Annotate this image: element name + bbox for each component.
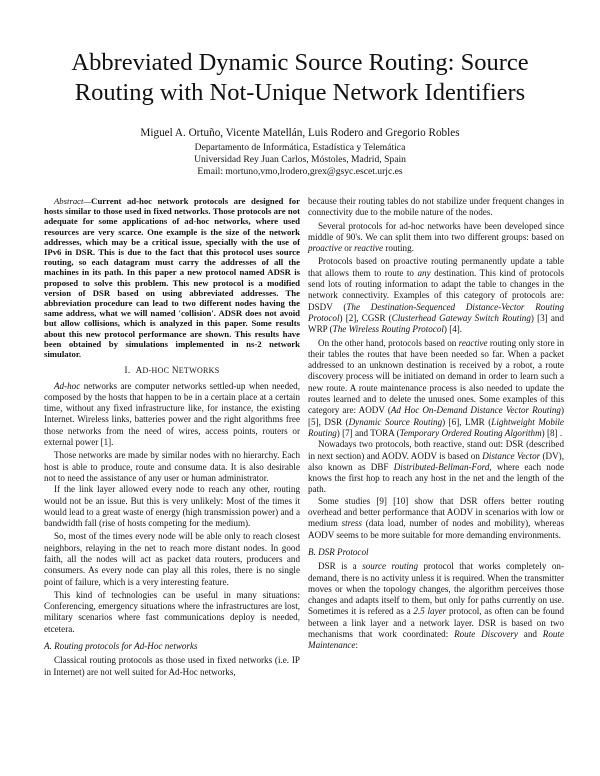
paragraph: Ad-hoc networks are computer networks settled-up when needed, composed by the hosts that happen to be in a certain place at a certain time, without any fixed infrastructure like, for instance, the existing Internet. Wireless links, batteries power and the right algorithms free those networks from the need of wires, access points, routers or external power [1].	[44, 380, 300, 448]
paragraph: If the link layer allowed every node to reach any other, routing would not be an issue. But this is very unlikely: Most of the times it would lead to a great waste of energy (high transmission power) and a bandwidth fall (rise of hosts competing for the medium).	[44, 484, 300, 529]
affiliation-department: Departamento de Informática, Estadística y Telemática	[194, 142, 406, 153]
paragraph: This kind of technologies can be useful in many situations: Conferencing, emergency situations where the infrastructures are lost, military scenarios where fast communications deploy is needed, etcetera.	[44, 589, 300, 634]
affiliation-university: Universidad Rey Juan Carlos, Móstoles, Madrid, Spain	[194, 154, 406, 166]
section-heading-1: I. AD-HOC NETWORKS	[124, 365, 220, 376]
abstract	[44, 196, 300, 359]
left-column	[44, 196, 300, 678]
paragraph: On the other hand, protocols based on reactive routing only store in their tables the routes that have been needed so far. When a packet addressed to an unknown destination is received by a robot, a route discovery process will be initiated on demand in order to learn such a new route. A route maintenance process is also needed to update the routes learned and to delete the unused ones. Some examples of this category are: AODV (Ad Hoc On-Demand Distance Vector Routing) [5], DSR (Dynamic Source Routing) [6], LMR (Lightweight Mobile Routing) [7] and TORA (Temporary Ordered Routing Algorithm) [8] .	[308, 337, 564, 438]
title-line-1: Abbreviated Dynamic Source Routing: Source	[71, 49, 529, 76]
right-column	[308, 196, 564, 652]
subsection-heading-b: B. DSR Protocol	[308, 546, 369, 557]
title-line-2: Routing with Not-Unique Network Identifiers	[74, 79, 526, 106]
abstract-text: Current ad-hoc network protocols are designed for hosts similar to those used in fixed networks. Those protocols are not adequate for some applications of ad-hoc networks, where used resources are very scarce. One example is the size of the network addresses, which may be a critical issue, specially with the use of IPv6 in DSR. This is due to the fact that this protocol uses source routing, so each datagram must carry the addresses of all the machines in its path. In this paper a new protocol named ADSR is proposed to solve this problem. This new protocol is a modified version of DSR based on using abbreviated addresses. The abbreviation procedure can lead to two different nodes having the same address, what we will named 'collision'. ADSR does not avoid but allow collisions, which is analyzed in this paper. Some results about this new protocol performance are shown. This results have been obtained by simulations implemented in ns-2 network simulator.	[44, 196, 300, 360]
abstract-lead: Abstract—	[54, 196, 92, 206]
paragraph: Several protocols for ad-hoc networks have been developed since middle of 90's. We can split them into two different groups: based on proactive or reactive routing.	[308, 220, 564, 254]
paragraph: So, most of the times every node will be able only to reach closest neighbors, relaying in the net to reach more distant nodes. In good faith, all the nodes will act as packet data routers, producers and consumers. As every node can play all this roles, there is no single point of failure, which is a very interesting feature.	[44, 531, 300, 587]
paragraph: because their routing tables do not stabilize under frequent changes in connectivity due to the mobile nature of the nodes.	[308, 196, 564, 218]
paragraph: Classical routing protocols as those used in fixed networks (i.e. IP in Internet) are not well suited for Ad-Hoc networks,	[44, 655, 300, 677]
paragraph: Protocols based on proactive routing permanently update a table that allows them to route to any destination. This kind of protocols send lots of routing information to adapt the table to changes in the network connectivity. Examples of this category of protocols are: DSDV (The Destination-Sequenced Distance-Vector Routing Protocol) [2], CGSR (Clusterhead Gateway Switch Routing) [3] and WRP (The Wireless Routing Protocol) [4].	[308, 256, 565, 335]
author-list: Miguel A. Ortuño, Vicente Matellán, Luis Rodero and Gregorio Robles	[140, 127, 460, 139]
affiliation	[60, 142, 540, 179]
paragraph: Some studies [9] [10] show that DSR offers better routing overhead and better performance that AODV in scenarios with low or medium stress (data load, number of nodes and mobility), whereas AODV seems to be more suitable for more demanding environments.	[308, 495, 564, 540]
paragraph: DSR is a source routing protocol that works completely on-demand, there is no activity unless it is required. When the transmitter moves or when the topology changes, the algorithm perceives those changes and adapts itself to them, but only for paths currently on use. Sometimes it is refered as a 2.5 layer protocol, as often can be found between a link layer and a network layer. DSR is based on two mechanisms that work coordinated: Route Discovery and Route Maintenance:	[308, 561, 564, 651]
subsection-heading-a: A. Routing protocols for Ad-Hoc networks	[44, 641, 198, 652]
paragraph: Those networks are made by similar nodes with no hierarchy. Each host is able to produce, route and consume data. It is also desirable not to need the assistance of any user or human administrator.	[44, 450, 300, 483]
paragraph: Nowadays two protocols, both reactive, stand out: DSR (described in next section) and AODV. AODV is based on Distance Vector (DV), also known as DBF Distributed-Bellman-Ford, where each node knows the first hop to reach any host in the net and the length of the path.	[308, 439, 564, 495]
affiliation-email: Email: mortuno,vmo,lrodero,grex@gsyc.escet.urjc.es	[197, 166, 403, 178]
paper-title	[40, 48, 560, 108]
